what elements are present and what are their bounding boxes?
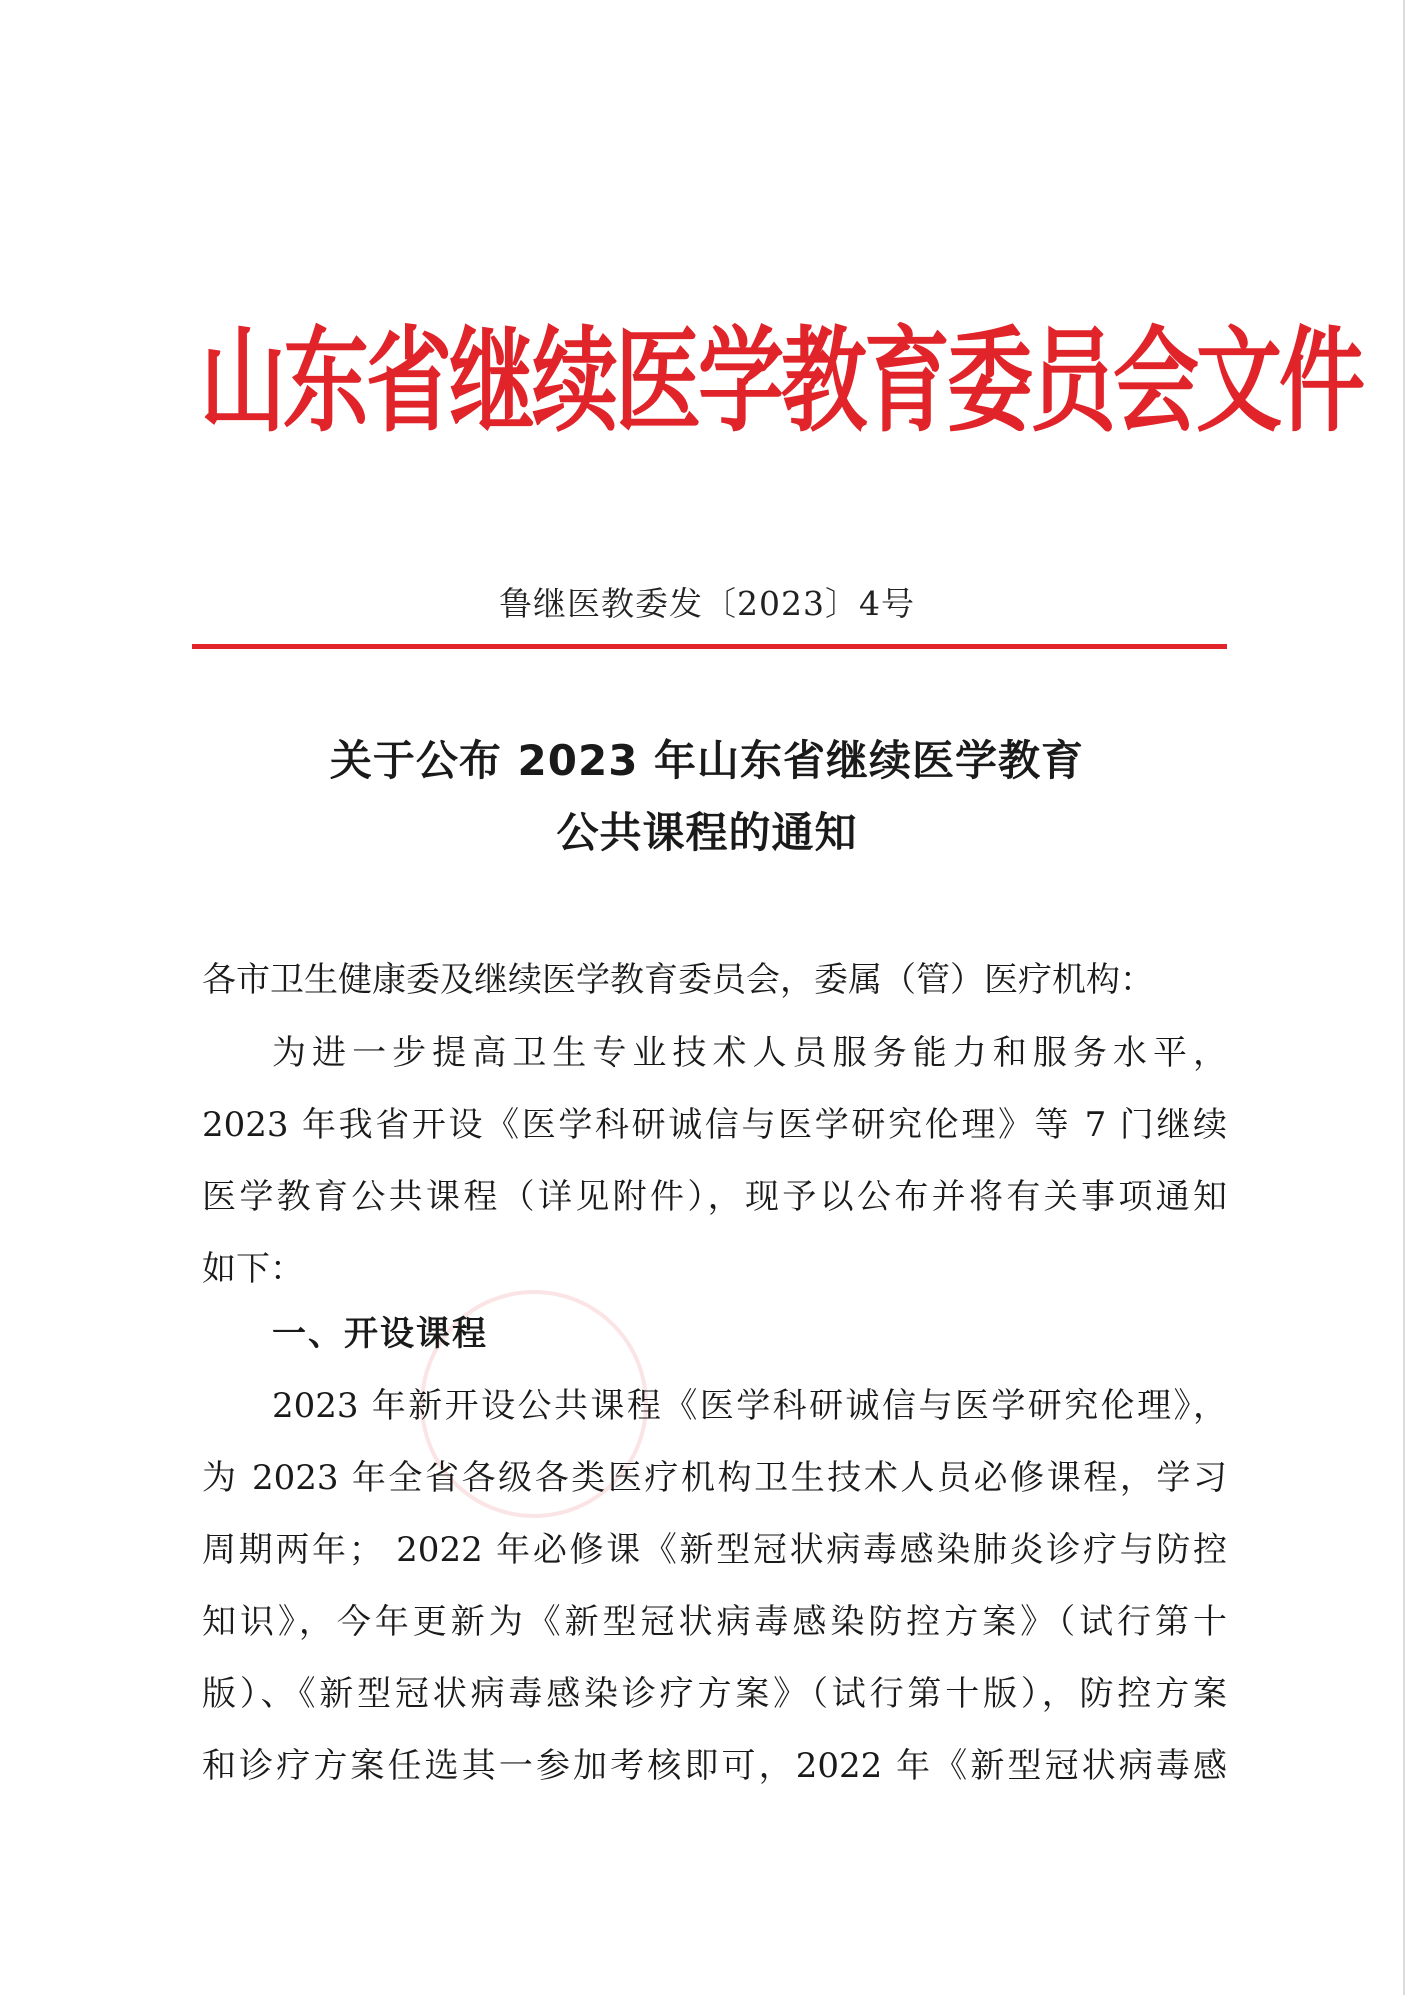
- issuing-authority-header: 山东省继续医学教育委员会文件: [200, 316, 1362, 449]
- paragraph-2-line: 为 2023 年全省各级各类医疗机构卫生技术人员必修课程，学习: [202, 1458, 1227, 1498]
- paragraph-2-line: 版）、《新型冠状病毒感染诊疗方案》（试行第十版），防控方案: [202, 1674, 1227, 1714]
- paragraph-1-line: 2023 年我省开设《医学科研诚信与医学研究伦理》等 7 门继续: [202, 1105, 1227, 1145]
- paragraph-2-line: 周期两年； 2022 年必修课《新型冠状病毒感染肺炎诊疗与防控: [202, 1530, 1227, 1570]
- paragraph-2-line: 2023 年新开设公共课程《医学科研诚信与医学研究伦理》，: [272, 1386, 1227, 1426]
- document-number: 鲁继医教委发〔2023〕4号: [499, 584, 915, 623]
- notice-title-line-1: 关于公布 2023 年山东省继续医学教育: [329, 736, 1085, 785]
- paragraph-2-line: 和诊疗方案任选其一参加考核即可，2022 年《新型冠状病毒感: [202, 1746, 1227, 1786]
- paragraph-1-line: 为进一步提高卫生专业技术人员服务能力和服务水平，: [272, 1033, 1227, 1073]
- paragraph-1-line: 如下：: [202, 1249, 304, 1289]
- paragraph-1-line: 医学教育公共课程（详见附件），现予以公布并将有关事项通知: [202, 1177, 1227, 1217]
- paragraph-2-line: 知识》，今年更新为《新型冠状病毒感染防控方案》（试行第十: [202, 1602, 1227, 1642]
- red-separator-line: [192, 644, 1227, 649]
- notice-title-line-2: 公共课程的通知: [556, 808, 858, 857]
- addressee-line: 各市卫生健康委及继续医学教育委员会，委属（管）医疗机构：: [202, 960, 1154, 1000]
- page-edge-divider: [1403, 0, 1405, 1995]
- section-heading-courses: 一、开设课程: [272, 1314, 488, 1354]
